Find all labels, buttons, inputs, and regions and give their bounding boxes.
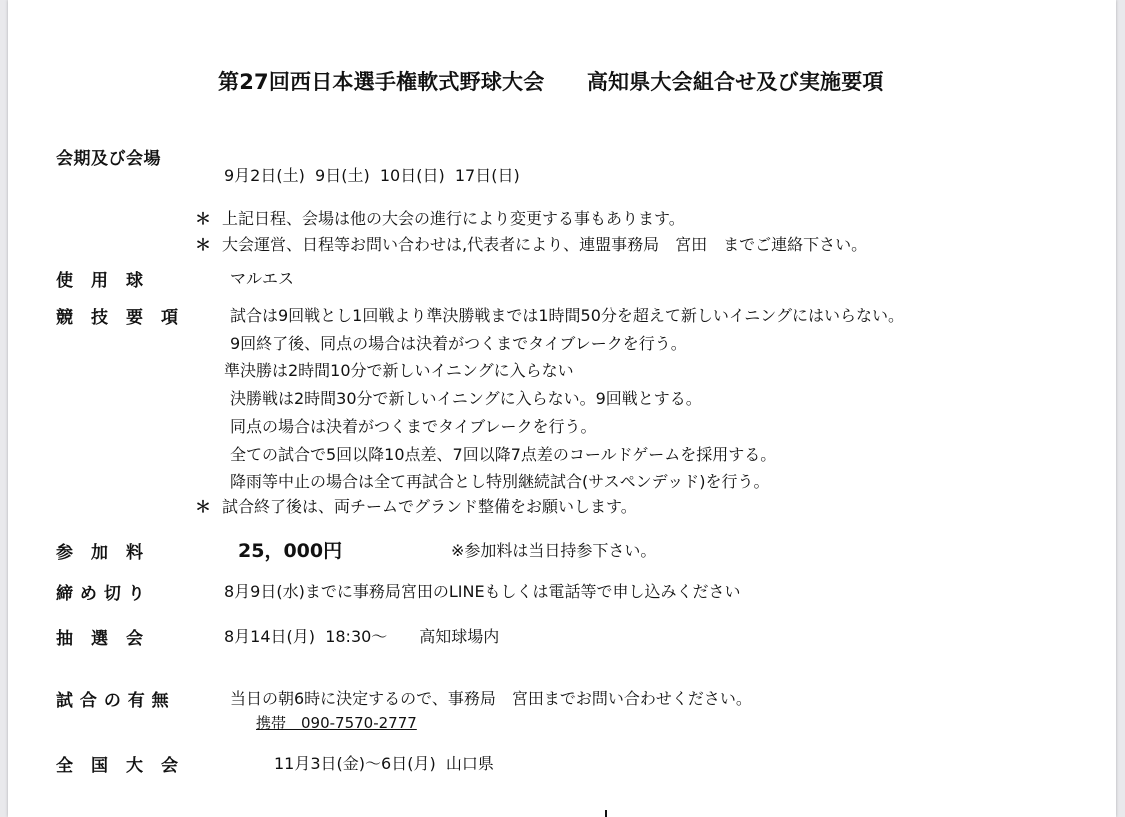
rules-line: 9回終了後、同点の場合は決着がつくまでタイブレークを行う。 [230,334,687,353]
rules-line: 全ての試合で5回以降10点差、7回以降7点差のコールドゲームを採用する。 [230,445,777,464]
document-title: 第27回西日本選手権軟式野球大会 高知県大会組合せ及び実施要項 [218,70,884,94]
national-value: 11月3日(金)～6日(月) 山口県 [274,754,494,773]
fee-amount: 25，000円 [238,540,343,562]
lottery-value: 8月14日(月) 18:30～ 高知球場内 [224,627,500,646]
label-session: 会期及び会場 [56,149,161,169]
contact-phone: 携帯 090-7570-2777 [256,714,417,732]
rules-line: 試合は9回戦とし1回戦より準決勝戦までは1時間50分を超えて新しいイニングにはいらない。 [230,306,904,325]
label-fee: 参 加 料 [56,543,144,563]
rules-bullet-line: 試合終了後は、両チームでグランド整備をお願いします。 [222,497,637,516]
deadline-value: 8月9日(水)までに事務局宮田のLINEもしくは電話等で申し込みください [224,582,741,601]
page-edge-mark [605,810,607,817]
label-lottery: 抽 選 会 [56,629,144,649]
ball-value: マルエス [230,269,295,288]
rules-line: 同点の場合は決着がつくまでタイブレークを行う。 [230,417,597,436]
label-rules: 競 技 要 項 [56,308,179,328]
note2-bullet: ＊ [195,235,212,254]
fee-note: ※参加料は当日持参下さい。 [451,541,657,560]
note1-text: 上記日程、会場は他の大会の進行により変更する事もあります。 [222,209,685,228]
note1-bullet: ＊ [195,209,212,228]
label-ball: 使 用 球 [56,271,144,291]
session-dates: 9月2日(土) 9日(土) 10日(日) 17日(日) [224,166,520,185]
rules-line: 決勝戦は2時間30分で新しいイニングに入らない。9回戦とする。 [230,389,702,408]
rules-line: 準決勝は2時間10分で新しいイニングに入らない [224,361,574,380]
game-status-value: 当日の朝6時に決定するので、事務局 宮田までお問い合わせください。 [230,689,752,708]
label-deadline: 締 め 切 り [56,584,146,604]
label-national: 全 国 大 会 [56,756,179,776]
document-page [8,0,1116,817]
rules-bullet: ＊ [195,497,212,516]
label-game-status: 試 合 の 有 無 [56,691,170,711]
note2-text: 大会運営、日程等お問い合わせは,代表者により、連盟事務局 宮田 までご連絡下さい。 [222,235,868,254]
rules-line: 降雨等中止の場合は全て再試合とし特別継続試合(サスペンデッド)を行う。 [230,472,770,491]
